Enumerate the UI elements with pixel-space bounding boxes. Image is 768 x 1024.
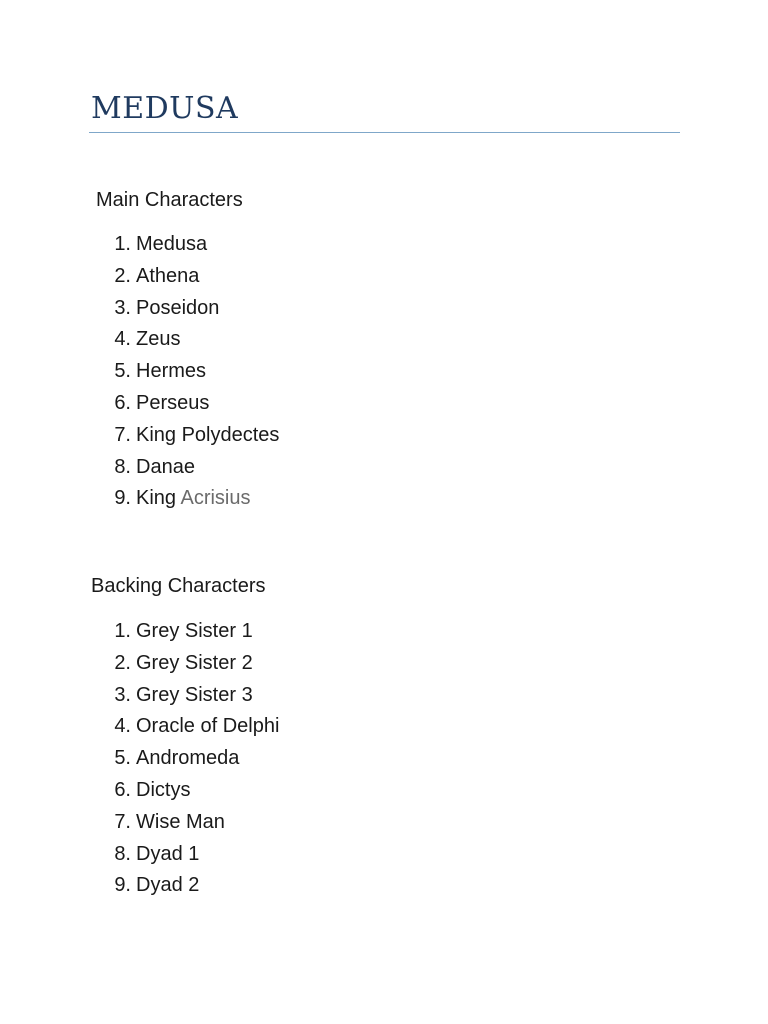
character-name: Andromeda bbox=[136, 747, 240, 770]
list-number: 4. bbox=[114, 715, 131, 738]
list-number: 7. bbox=[114, 423, 131, 446]
list-number: 4. bbox=[114, 328, 131, 351]
list-number: 2. bbox=[114, 264, 131, 287]
character-name-suffix: Acrisius bbox=[180, 487, 251, 510]
character-name: Poseidon bbox=[136, 296, 220, 319]
main-characters-heading: Main Characters bbox=[96, 189, 243, 211]
list-number: 9. bbox=[114, 487, 131, 510]
list-number: 8. bbox=[114, 455, 131, 478]
character-name: Grey Sister 3 bbox=[136, 683, 253, 706]
character-name: Medusa bbox=[136, 233, 208, 255]
character-name: Hermes bbox=[136, 360, 207, 383]
character-name: King Polydectes bbox=[136, 423, 280, 446]
list-number: 3. bbox=[114, 683, 131, 706]
character-name: Athena bbox=[136, 264, 200, 287]
list-number: 2. bbox=[114, 651, 131, 674]
list-number: 1. bbox=[114, 620, 131, 642]
character-name: Dictys bbox=[136, 778, 191, 801]
list-number: 3. bbox=[114, 296, 131, 319]
character-name-prefix: King bbox=[136, 487, 181, 510]
list-number: 1. bbox=[114, 233, 131, 255]
list-number: 6. bbox=[114, 391, 131, 414]
character-name bbox=[136, 485, 251, 511]
backing-characters-heading: Backing Characters bbox=[91, 575, 266, 597]
list-number: 7. bbox=[114, 810, 131, 833]
list-number: 6. bbox=[114, 778, 131, 801]
title-underline bbox=[89, 132, 680, 133]
character-name: Danae bbox=[136, 455, 195, 478]
character-name: Perseus bbox=[136, 391, 210, 414]
character-name: Wise Man bbox=[136, 810, 225, 833]
list-number: 9. bbox=[114, 874, 131, 897]
character-name: Dyad 1 bbox=[136, 842, 200, 865]
character-name: Zeus bbox=[136, 328, 181, 351]
character-name: Grey Sister 2 bbox=[136, 651, 253, 674]
document-title: MEDUSA bbox=[91, 91, 239, 126]
list-number: 8. bbox=[114, 842, 131, 865]
character-name: Oracle of Delphi bbox=[136, 715, 280, 738]
character-name: Grey Sister 1 bbox=[136, 620, 253, 642]
character-name: Dyad 2 bbox=[136, 874, 200, 897]
list-number: 5. bbox=[114, 747, 131, 770]
list-number: 5. bbox=[114, 360, 131, 383]
